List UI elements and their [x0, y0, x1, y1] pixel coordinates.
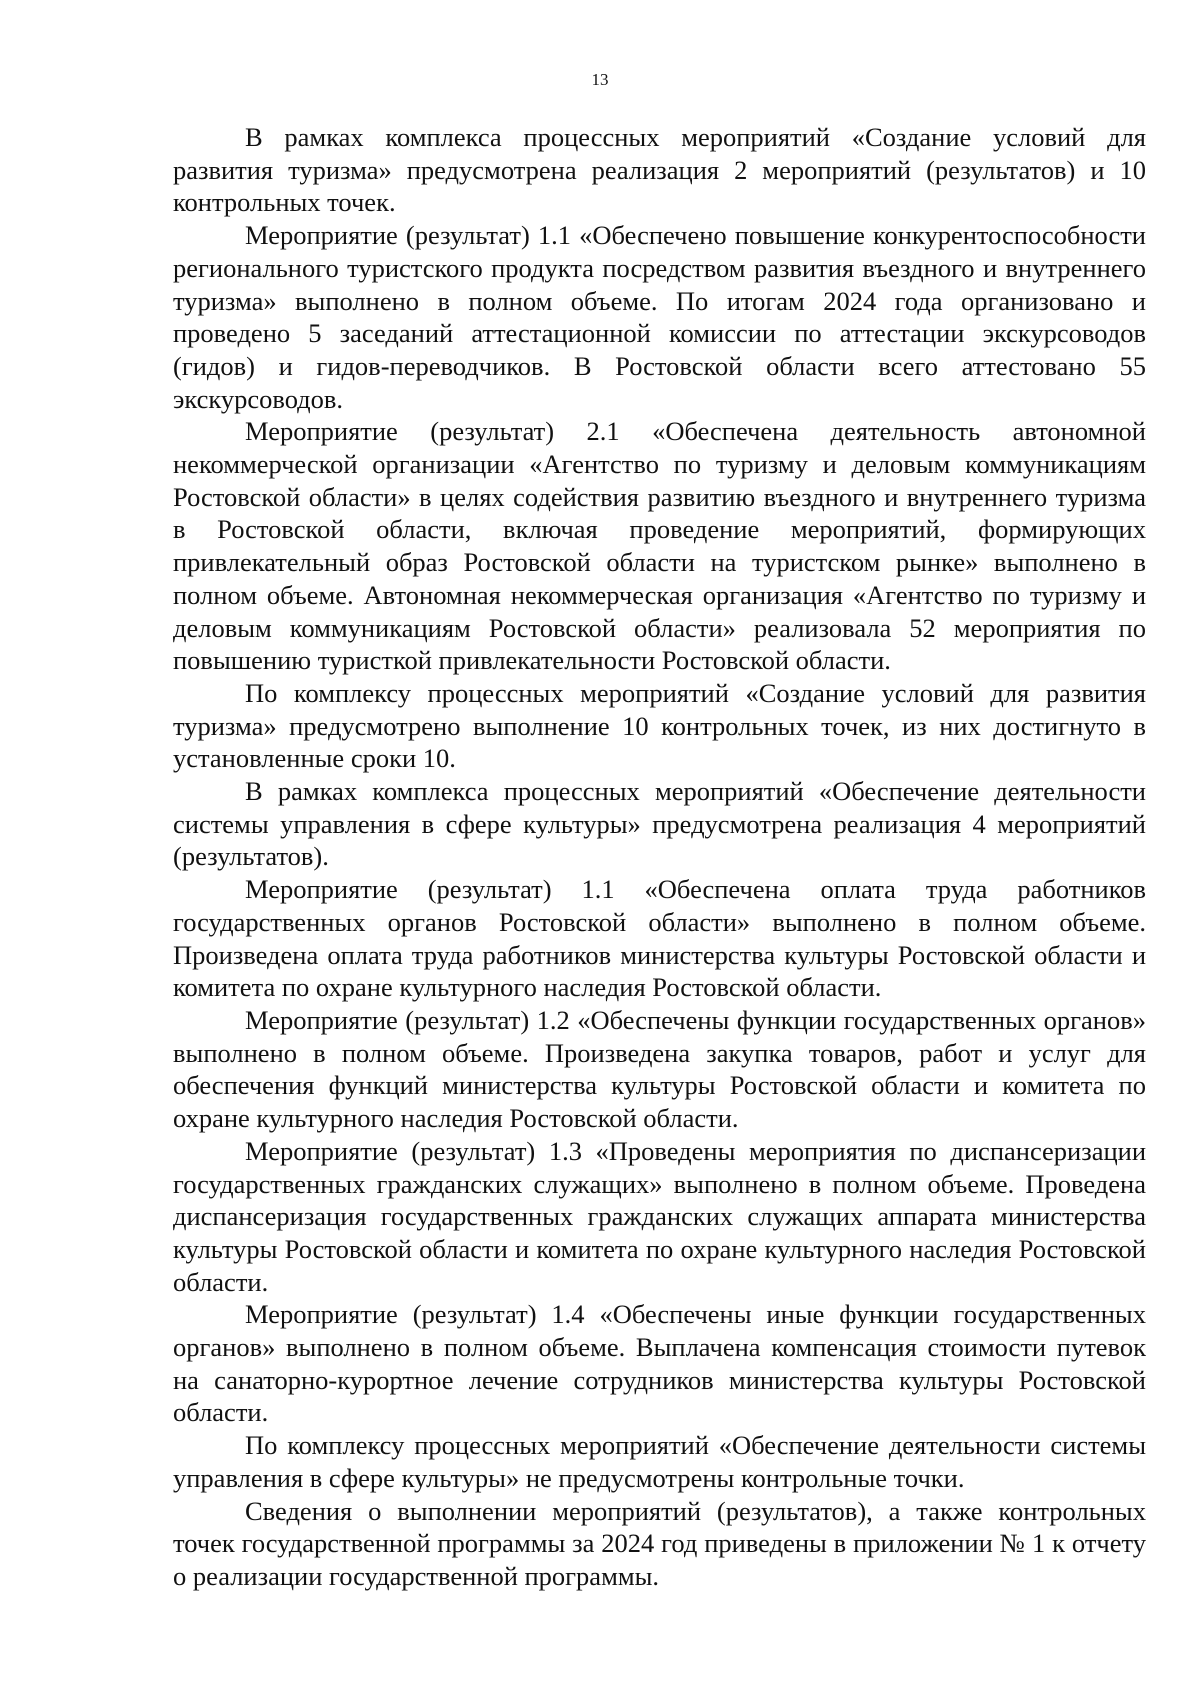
paragraph-appendix-reference: Сведения о выполнении мероприятий (результатов), а также контрольных точек государственной программы за 2024 год приведены в приложении № 1 к отчету о реализации государственной программы. [173, 1495, 1146, 1591]
paragraph-tourism-control-points: По комплексу процессных мероприятий «Создание условий для развития туризма» предусмотрено выполнение 10 контрольных точек, из них достигнуто в установленные сроки 10. [173, 677, 1146, 774]
paragraph-event-1-3-medical-exam: Мероприятие (результат) 1.3 «Проведены мероприятия по диспансеризации государственных гражданских служащих» выполнено в полном объеме. Проведена диспансеризация государственных гражданских служащих аппарата министерства культуры Ростовской области и комитета по охране культурного наследия Ростовской области. [173, 1135, 1146, 1297]
page-number: 13 [591, 70, 609, 89]
paragraph-culture-control-points: По комплексу процессных мероприятий «Обеспечение деятельности системы управления в сфере культуры» не предусмотрены контрольные точки. [173, 1430, 1146, 1493]
paragraph-event-1-4-other-functions: Мероприятие (результат) 1.4 «Обеспечены иные функции государственных органов» выполнено в полном объеме. Выплачена компенсация стоимости путевок на санаторно-курортное лечение сотрудников министерства культуры Ростовской области. [173, 1299, 1146, 1428]
paragraph-event-1-1-tourism: Мероприятие (результат) 1.1 «Обеспечено повышение конкурентоспособности регионального туристского продукта посредством развития въездного и внутреннего туризма» выполнено в полном объеме. По итогам 2024 года организовано и проведено 5 заседаний аттестационной комиссии по аттестации экскурсоводов (гидов) и гидов-переводчиков. В Ростовской области всего аттестовано 55 экскурсоводов. [173, 220, 1146, 414]
paragraph-event-1-2-functions: Мероприятие (результат) 1.2 «Обеспечены функции государственных органов» выполнено в полном объеме. Произведена закупка товаров, работ и услуг для обеспечения функций министерства культуры Ростовской области и комитета по охране культурного наследия Ростовской области. [173, 1004, 1146, 1134]
paragraph-culture-complex-intro: В рамках комплекса процессных мероприятий «Обеспечение деятельности системы управления в сфере культуры» предусмотрена реализация 4 мероприятий (результатов). [173, 776, 1146, 872]
paragraph-event-1-1-salaries: Мероприятие (результат) 1.1 «Обеспечена оплата труда работников государственных органов Ростовской области» выполнено в полном объеме. Произведена оплата труда работников министерства культуры Ростовской области и комитета по охране культурного наследия Ростовской области. [173, 874, 1146, 1003]
paragraph-tourism-complex-intro: В рамках комплекса процессных мероприятий «Создание условий для развития туризма» предусмотрена реализация 2 мероприятий (результатов) и 10 контрольных точек. [173, 122, 1146, 218]
paragraph-event-2-1-agency: Мероприятие (результат) 2.1 «Обеспечена деятельность автономной некоммерческой организации «Агентство по туризму и деловым коммуникациям Ростовской области» в целях содействия развитию въездного и внутреннего туризма в Ростовской области, включая проведение мероприятий, формирующих привлекательный образ Ростовской области на туристском рынке» выполнено в полном объеме. Автономная некоммерческая организация «Агентство по туризму и деловым коммуникациям Ростовской области» реализовала 52 мероприятия по повышению туристкой привлекательности Ростовской области. [173, 416, 1146, 676]
document-body [173, 121, 1146, 1593]
